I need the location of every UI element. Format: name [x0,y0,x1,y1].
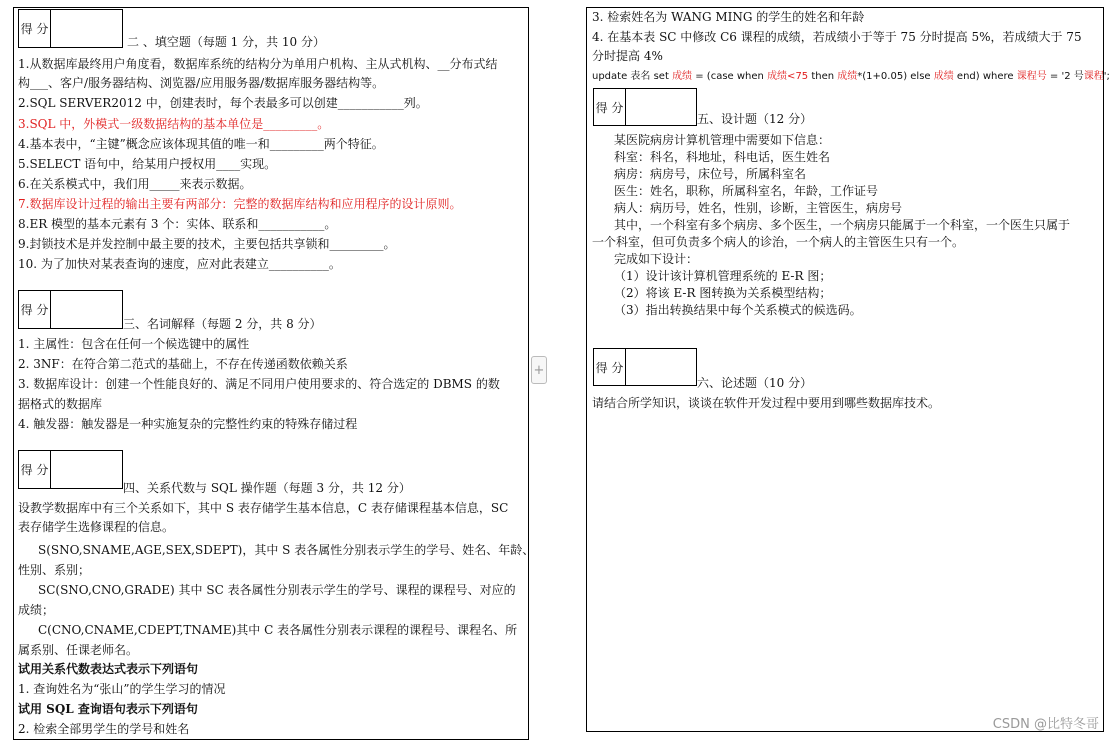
task-item: （2）将该 E-R 图转换为关系模型结构； [614,286,832,300]
paragraph-text: 完成如下设计： [614,252,699,266]
section-title: 五、设计题（12 分） [697,112,813,126]
paragraph-text: 科室：科名，科地址，科电话，医生姓名 [614,150,831,164]
paragraph-text: 病人：病历号，姓名，性别，诊断，主管医生，病房号 [614,201,903,215]
score-label: 得 分 [594,89,626,125]
question-text: 5.SELECT 语句中，给某用户授权用____实现。 [18,157,277,171]
question-text: 3. 检索姓名为 WANG MING 的学生的姓名和年龄 [592,10,865,24]
paragraph-text: SC(SNO,CNO,GRADE) 其中 SC 表各属性分别表示学生的学号、课程的课程号、对应的 [38,583,516,597]
paragraph-text: S(SNO,SNAME,AGE,SEX,SDEPT)，其中 S 表各属性分别表示学生的学号、姓名、年龄、 [38,543,535,557]
sql-statement [592,69,1110,85]
paragraph-text: 医生：姓名，职称，所属科室名，年龄，工作证号 [614,184,879,198]
right-page [586,7,1110,732]
question-text: 7.数据库设计过程的输出主要有两部分：完整的数据库结构和应用程序的设计原则。 [18,197,462,211]
section-title: 二 、填空题（每题 1 分，共 10 分） [127,35,325,49]
score-box [18,450,123,489]
question-text: 1. 查询姓名为“张山”的学生学习的情况 [18,682,226,696]
score-box [593,88,697,126]
question-text: 4.基本表中，“主键”概念应该体现其值的唯一和_________两个特征。 [18,137,384,151]
subheading: 试用 SQL 查询语句表示下列语句 [18,702,198,716]
definition-text: 据格式的数据库 [18,397,103,411]
score-label: 得 分 [19,291,51,328]
score-box [593,348,697,386]
paragraph-text: 表存储学生选修课程的信息。 [18,520,175,534]
add-page-button[interactable]: + [531,356,547,384]
question-text: 6.在关系模式中，我们用_____来表示数据。 [18,177,252,191]
score-box [18,9,123,48]
sql-highlight: 课程号 [1016,71,1047,82]
score-label: 得 分 [19,10,51,47]
sql-highlight: 课程 [1083,71,1104,82]
paragraph-text: 病房：病房号，床位号，所属科室名 [614,167,807,181]
definition-text: 2. 3NF：在符合第二范式的基础上，不存在传递函数依赖关系 [18,357,348,371]
left-page [13,7,535,740]
sql-part: end) where [953,71,1017,82]
sql-part: update 表名 set [592,71,673,82]
definition-text: 3. 数据库设计：创建一个性能良好的、满足不同用户使用要求的、符合选定的 DBMS 的数 [18,377,500,391]
paragraph-text: 性别、系别； [18,563,91,577]
score-label: 得 分 [19,451,51,488]
question-text: 8.ER 模型的基本元素有 3 个：实体、联系和___________。 [18,217,337,231]
question-text: 3.SQL 中，外模式一级数据结构的基本单位是_________。 [18,117,330,131]
watermark: CSDN @比特冬哥 [992,717,1099,732]
task-item: （3）指出转换结果中每个关系模式的候选码。 [614,303,862,317]
paragraph-text: C(CNO,CNAME,CDEPT,TNAME)其中 C 表各属性分别表示课程的课程号、课程名、所 [38,623,518,637]
paragraph-text: 设教学数据库中有三个关系如下，其中 S 表存储学生基本信息，C 表存储课程基本信息，SC [18,501,509,515]
section-title: 三、名词解释（每题 2 分，共 8 分） [123,317,322,331]
question-text: 分时提高 4% [592,49,663,63]
section-title: 四、关系代数与 SQL 操作题（每题 3 分，共 12 分） [123,481,411,495]
task-item: （1）设计该计算机管理系统的 E-R 图； [614,269,832,283]
definition-text: 4. 触发器：触发器是一种实施复杂的完整性约束的特殊存储过程 [18,417,358,431]
question-text: 1.从数据库最终用户角度看，数据库系统的结构分为单用户机构、主从式机构、__分布式结 [18,57,498,71]
question-text: 4. 在基本表 SC 中修改 C6 课程的成绩，若成绩小于等于 75 分时提高 5%，若成绩大于 75 [592,30,1082,44]
paragraph-text: 某医院病房计算机管理中需要如下信息： [614,133,831,147]
question-text: 构___、客户/服务器结构、浏览器/应用服务器/数据库服务器结构等。 [18,76,385,90]
question-text: 请结合所学知识，谈谈在软件开发过程中要用到哪些数据库技术。 [592,396,941,410]
question-text: 2. 检索全部男学生的学号和姓名 [18,722,190,736]
paragraph-text: 其中，一个科室有多个病房、多个医生，一个病房只能属于一个科室，一个医生只属于 [614,218,1071,232]
paragraph-text: 成绩； [18,603,55,617]
sql-part: = (case when [692,71,768,82]
question-text: 10. 为了加快对某表查询的速度，应对此表建立__________。 [18,257,341,271]
definition-text: 1. 主属性：包含在任何一个候选键中的属性 [18,337,250,351]
sql-highlight: 成绩 [933,71,954,82]
sql-highlight: 成绩 [837,71,858,82]
score-box [18,290,123,329]
sql-part: '; [1103,71,1110,82]
question-text: 9.封锁技术是并发控制中最主要的技术，主要包括共享锁和_________。 [18,237,396,251]
sql-part: *(1+0.05) else [857,71,934,82]
sql-part: then [808,71,838,82]
sql-part: = '2 号 [1046,71,1084,82]
subheading: 试用关系代数表达式表示下列语句 [18,662,199,676]
paragraph-text: 一个科室，但可负责多个病人的诊治，一个病人的主管医生只有一个。 [592,235,965,249]
paragraph-text: 属系别、任课老师名。 [18,643,139,657]
sql-highlight: 成绩<75 [767,71,809,82]
section-title: 六、论述题（10 分） [697,376,813,390]
question-text: 2.SQL SERVER2012 中，创建表时，每个表最多可以创建___________列。 [18,96,428,110]
sql-highlight: 成绩 [672,71,693,82]
score-label: 得 分 [594,349,626,385]
